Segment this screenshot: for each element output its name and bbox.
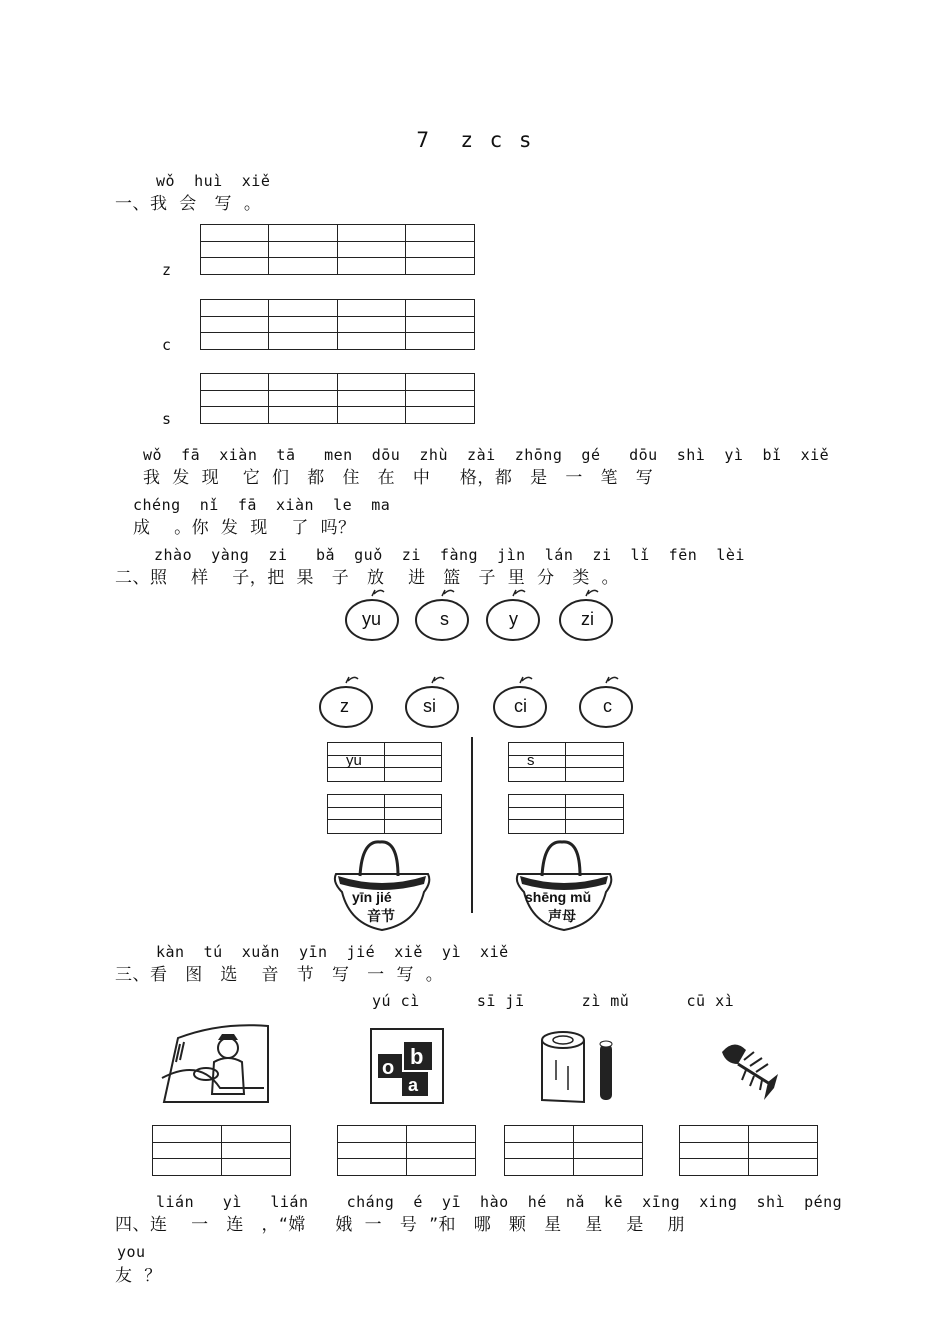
apple-label[interactable]: c bbox=[603, 696, 612, 716]
driver-in-car-icon bbox=[160, 1018, 272, 1104]
answer-box-3[interactable] bbox=[504, 1125, 643, 1176]
fish-bone-icon bbox=[716, 1034, 780, 1104]
syllable-options: yú cì sī jī zì mǔ cū xì bbox=[372, 992, 735, 1010]
svg-text:b: b bbox=[410, 1044, 424, 1069]
section4-pinyin-2: you bbox=[117, 1243, 146, 1261]
basket-right-label: 声母 bbox=[548, 909, 576, 925]
apple-label[interactable]: yu bbox=[362, 609, 382, 629]
section3-pinyin: kàn tú xuǎn yīn jié xiě yì xiě bbox=[156, 943, 509, 961]
section2-heading: 二、照 样 子，把 果 子 放 进 篮 子 里 分 类 。 bbox=[115, 568, 620, 588]
letter-c: c bbox=[162, 336, 172, 354]
svg-text:o: o bbox=[382, 1057, 395, 1079]
note-text-1: 我 发 现 它 们 都 住 在 中 格，都 是 一 笔 写 bbox=[143, 468, 654, 488]
section2-pinyin: zhào yàng zi bǎ guǒ zi fàng jìn lán zi lǐ fēn lèi bbox=[154, 546, 745, 564]
apple-label[interactable]: ci bbox=[514, 696, 527, 716]
section4-heading: 四、连 一 连 ，“嫦 娥 一 号 ”和 哪 颗 星 星 是 朋 bbox=[115, 1215, 685, 1235]
note-pinyin-1: wǒ fā xiàn tā men dōu zhù zài zhōng gé dōu shì yì bǐ xiě bbox=[143, 446, 830, 464]
apple-label[interactable]: si bbox=[423, 696, 436, 716]
apple-label[interactable]: y bbox=[509, 609, 518, 629]
section1-heading: 一、我 会 写 。 bbox=[115, 194, 262, 214]
writing-grid-s[interactable] bbox=[200, 373, 475, 424]
note-pinyin-2: chéng nǐ fā xiàn le ma bbox=[133, 496, 391, 514]
apples-row-2 bbox=[314, 675, 644, 733]
apples-row-1 bbox=[340, 588, 620, 646]
letter-s: s bbox=[162, 410, 172, 428]
page-title: 7 z c s bbox=[416, 128, 534, 152]
wood-log-and-stick-icon bbox=[536, 1030, 620, 1104]
basket-left-label: 音节 bbox=[367, 909, 395, 925]
section3-heading: 三、看 图 选 音 节 写 一 写 。 bbox=[115, 965, 444, 985]
writing-grid-c[interactable] bbox=[200, 299, 475, 350]
apple-label[interactable]: s bbox=[440, 609, 449, 629]
writing-grid-z[interactable] bbox=[200, 224, 475, 275]
alphabet-blocks-icon bbox=[370, 1028, 444, 1104]
letter-z: z bbox=[162, 261, 172, 279]
basket-left-pinyin: yīn jié bbox=[352, 889, 392, 905]
initial-box-2[interactable] bbox=[508, 794, 624, 834]
initial-box-1[interactable] bbox=[508, 742, 624, 782]
apple-label[interactable]: zi bbox=[581, 609, 594, 629]
note-text-2: 成 。你 发 现 了 吗？ bbox=[133, 518, 356, 538]
syllable-box-1[interactable] bbox=[327, 742, 442, 782]
section1-pinyin: wǒ huì xiě bbox=[156, 172, 271, 190]
section4-text-2: 友 ？ bbox=[115, 1266, 162, 1286]
answer-box-2[interactable] bbox=[337, 1125, 476, 1176]
answer-box-1[interactable] bbox=[152, 1125, 291, 1176]
divider-line bbox=[471, 737, 473, 913]
basket-right-pinyin: shēng mǔ bbox=[525, 889, 592, 905]
answer-box-4[interactable] bbox=[679, 1125, 818, 1176]
example-answer: s bbox=[527, 752, 535, 769]
section4-pinyin: lián yì lián cháng é yī hào hé nǎ kē xīng xing shì péng bbox=[156, 1193, 843, 1211]
svg-text:a: a bbox=[408, 1075, 419, 1095]
apple-label[interactable]: z bbox=[340, 696, 349, 716]
example-answer: yu bbox=[346, 752, 362, 769]
syllable-box-2[interactable] bbox=[327, 794, 442, 834]
